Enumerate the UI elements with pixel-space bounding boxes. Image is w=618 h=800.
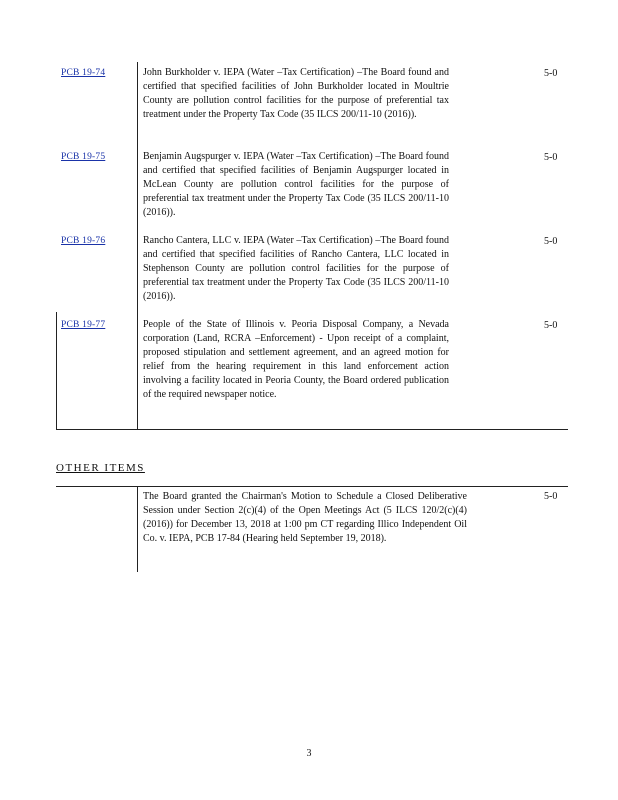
left-border [56,312,57,429]
case-link[interactable]: PCB 19-76 [61,236,106,246]
case-description: People of the State of Illinois v. Peoria Disposal Company, a Nevada corporation (Land, RCRA –Enforcement) - Upon receipt of a complaint, proposed stipulation and settlement agreement, and an agreed motion for relief from the hearing requirement in this land enforcement action involving a facility located in Peoria County, the Board ordered publication of the required newspaper notice. [143,319,449,400]
case-description: Benjamin Augspurger v. IEPA (Water –Tax Certification) –The Board found and certified that specified facilities of Benjamin Augspurger located in McLean County are pollution control facilities for the purpose of preferential tax treatment under the Property Tax Code (35 ILCS 200/11-10 (2016)). [143,151,449,218]
case-link[interactable]: PCB 19-77 [61,320,106,330]
case-description: Rancho Cantera, LLC v. IEPA (Water –Tax Certification) –The Board found and certified that specified facilities of Rancho Cantera, LLC located in Stephenson County are pollution control facilities for the purpose of preferential tax treatment under the Property Tax Code (35 ILCS 200/11-10 (2016)). [143,235,449,302]
case-description: John Burkholder v. IEPA (Water –Tax Certification) –The Board found and certified that specified facilities of John Burkholder located in Moultrie County are pollution control facilities for the purpose of preferential tax treatment under the Property Tax Code (35 ILCS 200/11-10 (2016)). [143,67,449,120]
case-link[interactable]: PCB 19-75 [61,152,106,162]
section-top-rule [56,486,568,487]
other-item-description: The Board granted the Chairman's Motion to Schedule a Closed Deliberative Session under Section 2(c)(4) of the Open Meetings Act (5 ILCS 120/2(c)(4) (2016)) for December 13, 2018 at 1:00 pm CT regarding Illico Independent Oil Co. v. IEPA, PCB 17-84 (Hearing held September 19, 2018). [143,491,467,544]
vote-count: 5-0 [544,68,558,79]
column-divider [137,486,138,572]
vote-count: 5-0 [544,152,558,163]
case-link[interactable]: PCB 19-74 [61,68,106,78]
table-bottom-rule [56,429,568,430]
page-number: 3 [306,748,312,759]
vote-count: 5-0 [544,236,558,247]
section-heading: OTHER ITEMS [56,462,145,474]
vote-count: 5-0 [544,320,558,331]
vote-count: 5-0 [544,491,558,502]
column-divider [137,62,138,429]
